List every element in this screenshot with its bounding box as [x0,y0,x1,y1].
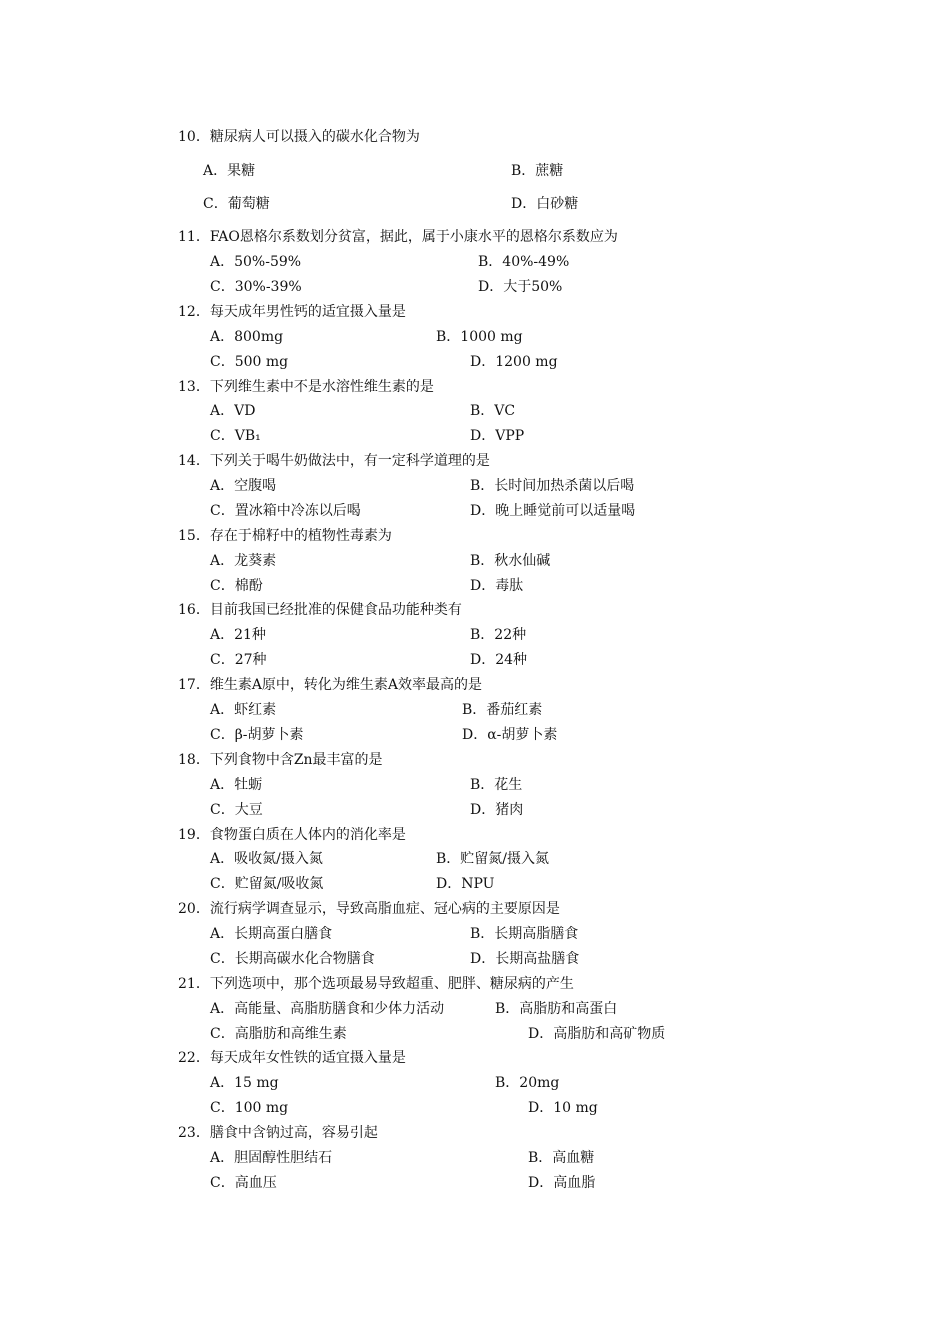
question-11: 11．FAO恩格尔系数划分贫富，据此，属于小康水平的恩格尔系数应为 [178,229,618,245]
option-23-d: D．高血脂 [528,1175,596,1191]
option-15-a: A．龙葵素 [210,553,277,569]
option-18-a: A．牡蛎 [210,777,263,793]
option-18-d: D．猪肉 [470,802,524,818]
option-16-a: A．21种 [210,627,266,643]
option-20-a: A．长期高蛋白膳食 [210,926,333,942]
option-17-c: C．β-胡萝卜素 [210,727,304,743]
option-22-d: D．10 mg [528,1100,598,1116]
option-19-b: B．贮留氮/摄入氮 [436,851,550,867]
option-12-b: B．1000 mg [436,329,523,345]
question-13: 13．下列维生素中不是水溶性维生素的是 [178,379,434,395]
option-12-a: A．800mg [210,329,284,345]
option-12-c: C．500 mg [210,354,289,370]
option-10-d: D．白砂糖 [511,196,579,212]
option-20-d: D．长期高盐膳食 [470,951,580,967]
option-19-c: C．贮留氮/吸收氮 [210,876,324,892]
question-15: 15．存在于棉籽中的植物性毒素为 [178,528,392,544]
option-14-d: D．晚上睡觉前可以适量喝 [470,503,636,519]
option-17-a: A．虾红素 [210,702,277,718]
option-13-a: A．VD [210,403,256,419]
option-22-c: C．100 mg [210,1100,289,1116]
option-10-c: C．葡萄糖 [203,196,270,212]
option-18-c: C．大豆 [210,802,263,818]
option-21-c: C．高脂肪和高维生素 [210,1026,347,1042]
option-11-b: B．40%-49% [478,254,570,270]
option-17-b: B．番茄红素 [462,702,543,718]
option-21-a: A．高能量、高脂肪膳食和少体力活动 [210,1001,445,1017]
option-10-b: B．蔗糖 [511,163,564,179]
question-16: 16．目前我国已经批准的保健食品功能种类有 [178,602,462,618]
option-13-b: B．VC [470,403,516,419]
option-15-b: B．秋水仙碱 [470,553,551,569]
question-20: 20．流行病学调查显示，导致高脂血症、冠心病的主要原因是 [178,901,560,917]
option-11-a: A．50%-59% [210,254,302,270]
question-19: 19．食物蛋白质在人体内的消化率是 [178,827,406,843]
option-15-d: D．毒肽 [470,578,524,594]
option-18-b: B．花生 [470,777,523,793]
option-21-b: B．高脂肪和高蛋白 [495,1001,618,1017]
question-23: 23．膳食中含钠过高，容易引起 [178,1125,378,1141]
option-11-c: C．30%-39% [210,279,302,295]
option-21-d: D．高脂肪和高矿物质 [528,1026,666,1042]
option-17-d: D．α-胡萝卜素 [462,727,558,743]
option-16-d: D．24种 [470,652,528,668]
option-14-a: A．空腹喝 [210,478,277,494]
option-19-a: A．吸收氮/摄入氮 [210,851,323,867]
option-15-c: C．棉酚 [210,578,263,594]
option-22-a: A．15 mg [210,1075,279,1091]
option-11-d: D．大于50% [478,279,563,295]
option-22-b: B．20mg [495,1075,560,1091]
option-19-d: D．NPU [436,876,495,892]
option-23-b: B．高血糖 [528,1150,595,1166]
option-14-c: C．置冰箱中冷冻以后喝 [210,503,361,519]
option-23-a: A．胆固醇性胆结石 [210,1150,333,1166]
question-18: 18．下列食物中含Zn最丰富的是 [178,752,383,768]
question-21: 21．下列选项中，那个选项最易导致超重、肥胖、糖尿病的产生 [178,976,574,992]
option-16-c: C．27种 [210,652,267,668]
option-14-b: B．长时间加热杀菌以后喝 [470,478,635,494]
option-23-c: C．高血压 [210,1175,277,1191]
question-17: 17．维生素A原中，转化为维生素A效率最高的是 [178,677,483,693]
question-10: 10．糖尿病人可以摄入的碳水化合物为 [178,129,420,145]
option-20-b: B．长期高脂膳食 [470,926,579,942]
option-13-c: C．VB₁ [210,428,261,444]
option-16-b: B．22种 [470,627,527,643]
option-13-d: D．VPP [470,428,525,444]
option-20-c: C．长期高碳水化合物膳食 [210,951,375,967]
option-10-a: A．果糖 [203,163,256,179]
question-22: 22．每天成年女性铁的适宜摄入量是 [178,1050,406,1066]
option-12-d: D．1200 mg [470,354,558,370]
question-12: 12．每天成年男性钙的适宜摄入量是 [178,304,406,320]
question-14: 14．下列关于喝牛奶做法中，有一定科学道理的是 [178,453,490,469]
